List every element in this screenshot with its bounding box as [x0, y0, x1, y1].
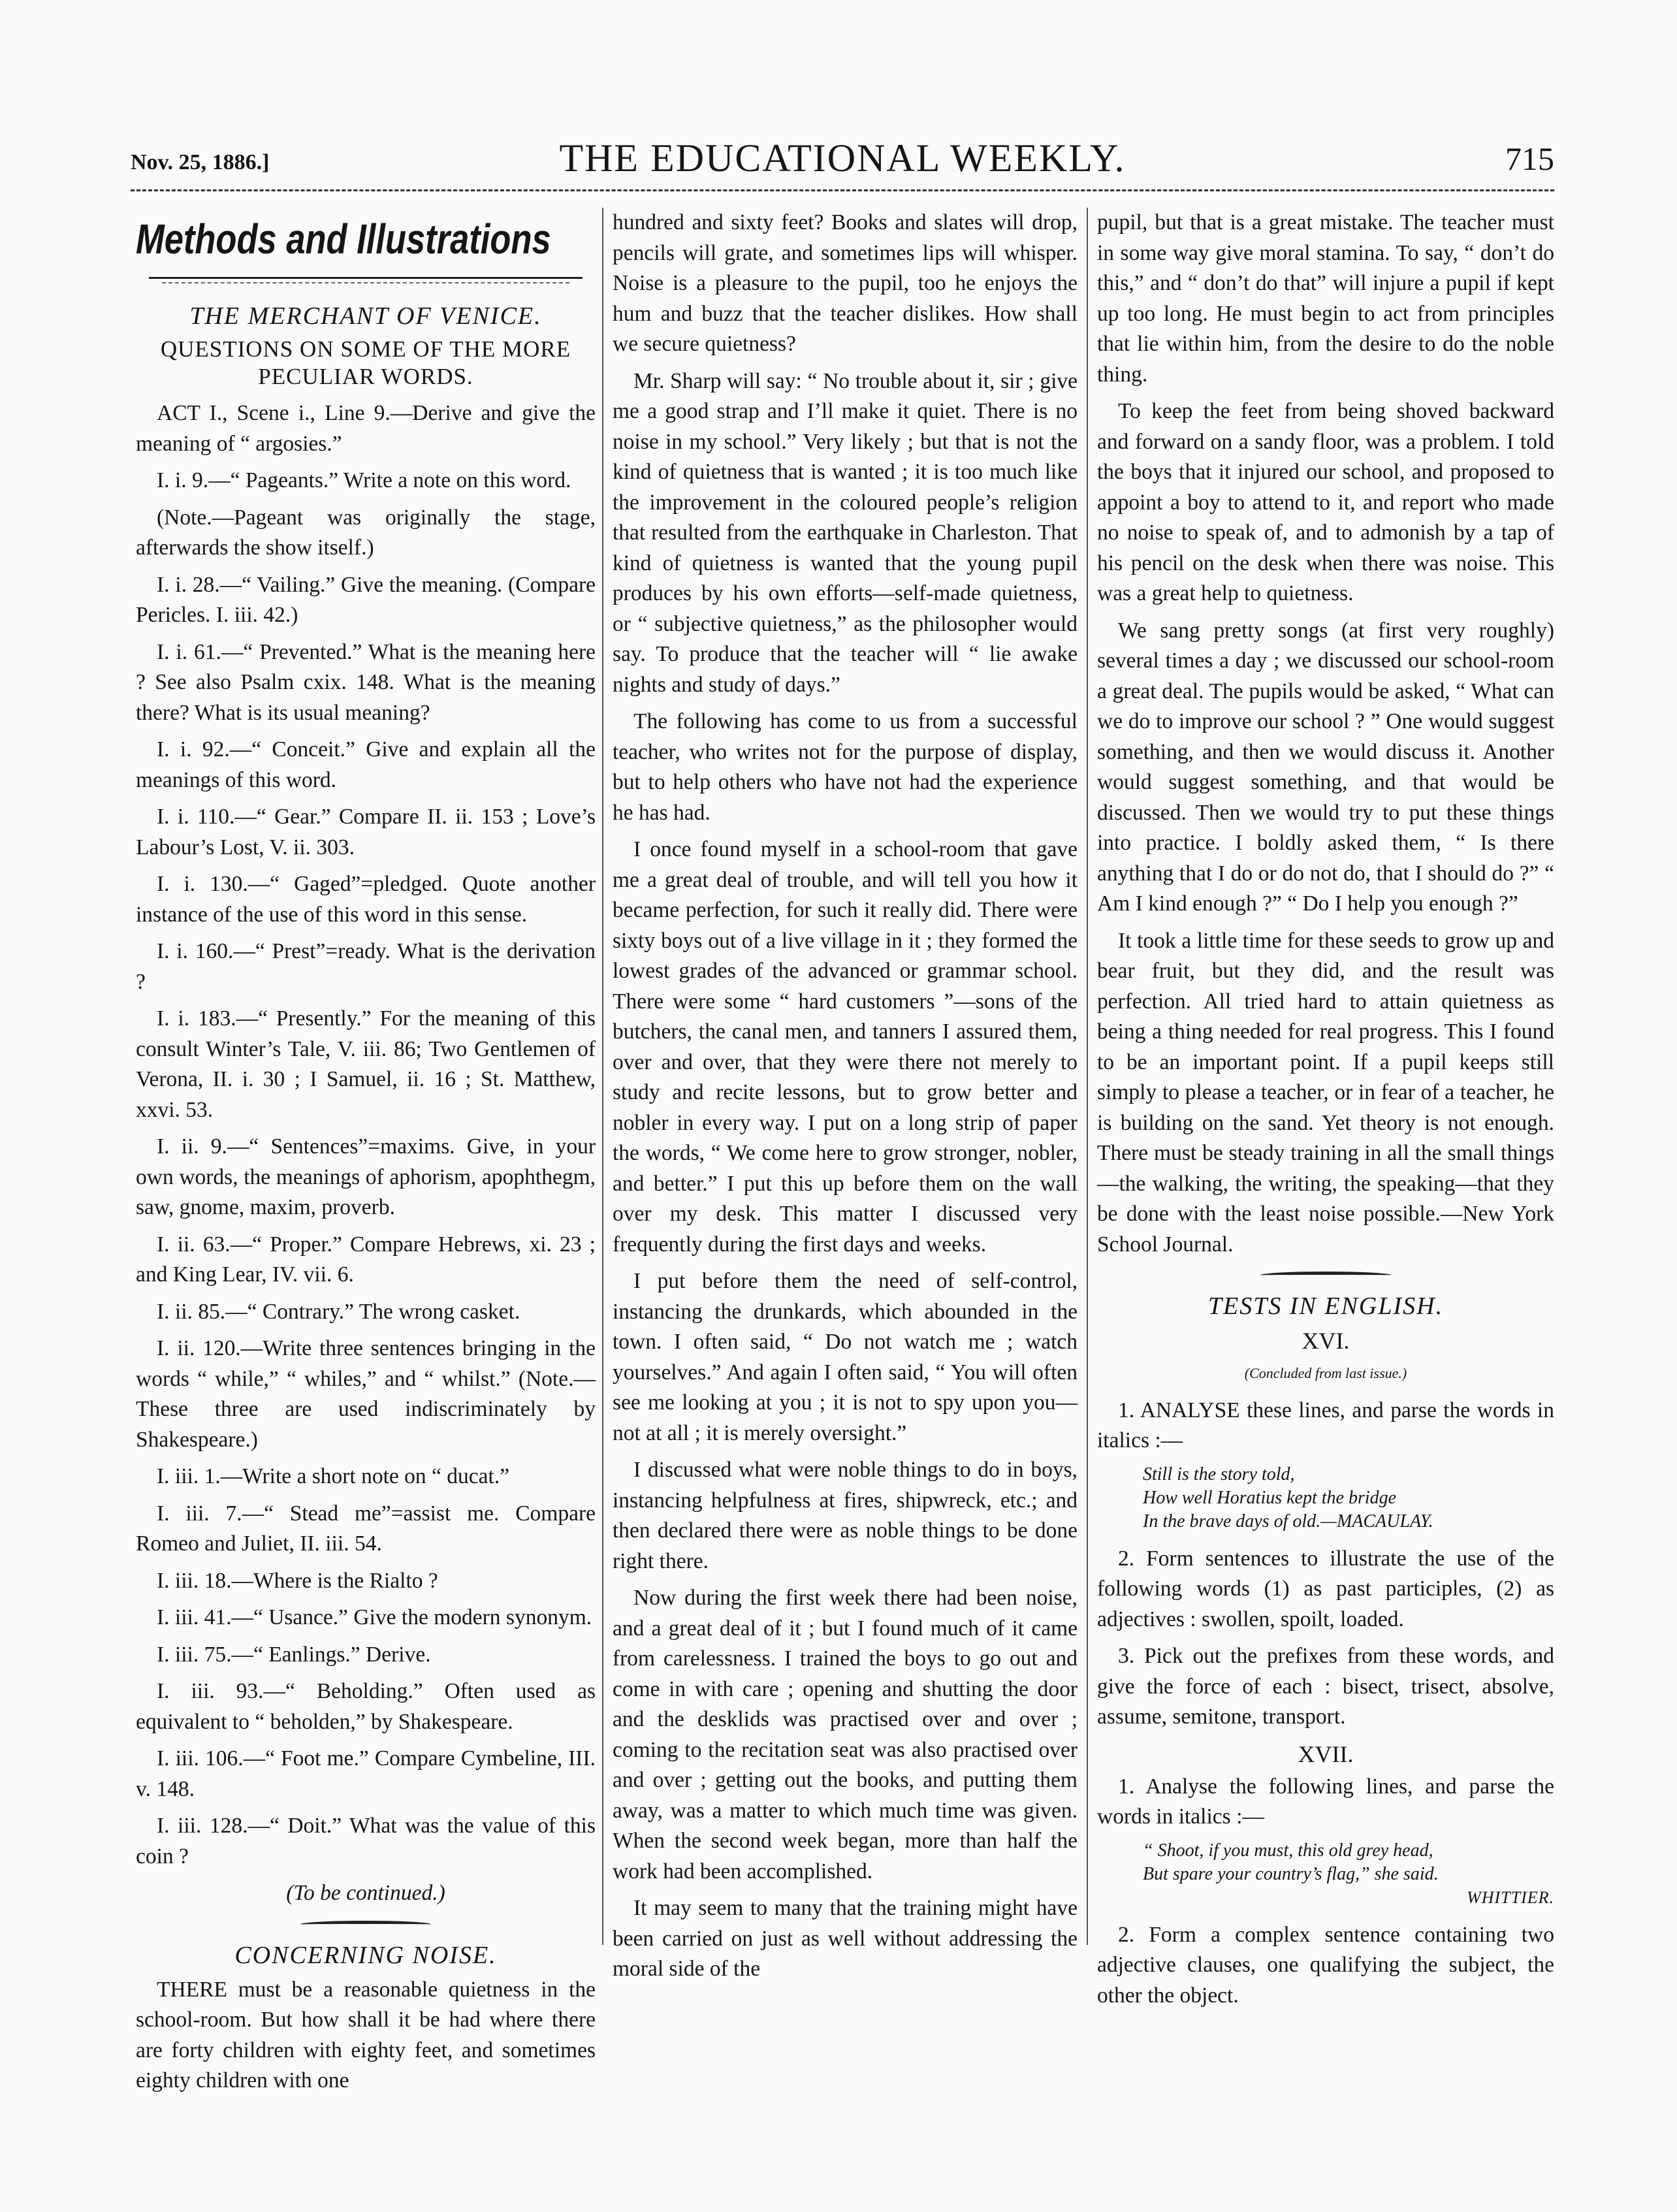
section-number: XVI. — [1302, 1328, 1350, 1354]
question-item: I. ii. 63.—“ Proper.” Compare Hebrews, xi. 23 ; and King Lear, IV. vii. 6. — [136, 1232, 596, 1287]
article-paragraph: Mr. Sharp will say: “ No trouble about it, sir ; give me a good strap and I’ll make it quiet. There is no noise in my school.” Very likely ; but that is not the kind of quietness that is wanted ; it is too much like the improvement in the coloured people’s religion that resulted from the earthquake in Charleston. That kind of quietness is wanted that the young pupil produces by his own efforts—self-made quietness, or “ subjective quietness,” as the philosopher would say. To produce that the teacher will “ lie awake nights and study of days.” — [613, 368, 1078, 697]
question-item: I. i. 183.—“ Presently.” For the meaning of this consult Winter’s Tale, V. iii. 86; Two Gentlemen of Verona, II. i. 30 ; I Samuel, ii. 16 ; St. Matthew, xxvi. 53. — [136, 1006, 596, 1122]
section-number: XVII. — [1298, 1740, 1354, 1767]
poem-line: Still is the story told, — [1143, 1464, 1295, 1484]
question-item: I. i. 110.—“ Gear.” Compare II. ii. 153 ; Love’s Labour’s Lost, V. ii. 303. — [136, 805, 596, 859]
question-item: I. ii. 85.—“ Contrary.” The wrong casket. — [157, 1299, 520, 1324]
article-paragraph: To keep the feet from being shoved backward and forward on a sandy floor, was a problem. I told the boys that it injured our school, and proposed to appoint a boy to attend to it, and report who made no noise to speak of, and to admonish by a tap of his pencil on the desk when there was noise. This was a great help to quietness. — [1097, 399, 1554, 605]
article-subtitle: QUESTIONS ON SOME OF THE MORE PECULIAR WORDS. — [160, 336, 571, 389]
question-item: I. iii. 128.—“ Doit.” What was the value of this coin ? — [136, 1814, 596, 1868]
column-2 — [613, 208, 1078, 1991]
question-item: I. iii. 41.—“ Usance.” Give the modern synonym. — [157, 1605, 592, 1629]
article-title: CONCERNING NOISE. — [234, 1941, 497, 1969]
question-item: I. iii. 7.—“ Stead me”=assist me. Compare Romeo and Juliet, II. iii. 54. — [136, 1501, 596, 1556]
exercise-item: 3. Pick out the prefixes from these words, and give the force of each : bisect, trisect, absolve, assume, semitone, transport. — [1097, 1644, 1554, 1729]
article-paragraph: hundred and sixty feet? Books and slates will drop, pencils will grate, and sometimes lips will whisper. Noise is a pleasure to the pupil, too he enjoys the hum and buzz that the teacher dislikes. How shall we secure quietness? — [613, 210, 1078, 356]
concluded-note: (Concluded from last issue.) — [1244, 1365, 1407, 1381]
article-title: THE MERCHANT OF VENICE. — [189, 302, 542, 330]
exercise-item: 2. Form sentences to illustrate the use of the following words (1) as past participles, (2) as adjectives : swollen, spoilt, loaded. — [1097, 1546, 1554, 1631]
issue-date: Nov. 25, 1886.] — [131, 150, 270, 174]
column-divider — [1087, 208, 1088, 1945]
exercise-item: 2. Form a complex sentence containing two adjective clauses, one qualifying the subject, the other the object. — [1097, 1922, 1554, 2008]
poem-quote — [1143, 1463, 1554, 1533]
poem-line: In the brave days of old.—MACAULAY. — [1143, 1511, 1433, 1531]
article-paragraph: I put before them the need of self-control, instancing the drunkards, which abounded in the town. I often said, “ Do not watch me ; watch yourselves.” And again I often said, “ You will often see me looking at you ; it is not to spy upon you—not at all ; it is merely oversight.” — [613, 1269, 1078, 1445]
article-paragraph: The following has come to us from a successful teacher, who writes not for the purpose of display, but to help others who have not had the experience he has had. — [613, 709, 1078, 825]
poem-line: But spare your country’s flag,” she said. — [1143, 1863, 1439, 1884]
column-1 — [136, 208, 596, 2103]
article-title: TESTS IN ENGLISH. — [1207, 1292, 1444, 1320]
exercise-item: 1. ANALYSE these lines, and parse the words in italics :— — [1097, 1398, 1554, 1452]
divider-ornament — [300, 1921, 431, 1928]
question-item: I. ii. 9.—“ Sentences”=maxims. Give, in your own words, the meanings of aphorism, apophthegm, saw, gnome, maxim, proverb. — [136, 1134, 596, 1219]
poem-line: “ Shoot, if you must, this old grey head, — [1143, 1840, 1433, 1861]
poem-quote — [1143, 1839, 1554, 1910]
article-paragraph: We sang pretty songs (at first very roughly) several times a day ; we discussed our school-room a great deal. The pupils would be asked, “ What can we do to improve our school ? ” One would suggest something, and then we would discuss it. Another would suggest something, and that would be discussed. Then we would try to put these things into practice. I boldly asked them, “ Is there anything that I do or do not do, that I should do ?” “ Am I kind enough ?” “ Do I help you enough ?” — [1097, 618, 1554, 916]
continued-note: (To be continued.) — [286, 1881, 445, 1905]
article-paragraph: I discussed what were noble things to do in boys, instancing helpfulness at fires, shipwreck, etc.; and then declared there were as noble things to be done right there. — [613, 1458, 1078, 1573]
article-paragraph: It may seem to many that the training might have been carried on just as well without addressing the moral side of the — [613, 1896, 1078, 1981]
question-item: I. i. 28.—“ Vailing.” Give the meaning. (Compare Pericles. I. iii. 42.) — [136, 572, 596, 627]
divider-ornament — [136, 274, 596, 289]
question-item: I. i. 9.—“ Pageants.” Write a note on this word. — [157, 468, 571, 492]
question-item: I. i. 92.—“ Conceit.” Give and explain all the meanings of this word. — [136, 737, 596, 792]
question-note: (Note.—Pageant was originally the stage, afterwards the show itself.) — [136, 505, 596, 560]
question-item: I. iii. 18.—Where is the Rialto ? — [157, 1568, 438, 1593]
page-header — [131, 136, 1554, 182]
question-item: I. i. 130.—“ Gaged”=pledged. Quote another instance of the use of this word in this sense. — [136, 872, 596, 927]
column-3 — [1097, 208, 1554, 2017]
column-divider — [602, 208, 603, 1945]
poem-author: WHITTIER. — [1467, 1887, 1554, 1907]
article-paragraph: Now during the first week there had been noise, and a great deal of it ; but I found much of it came from carelessness. I trained the boys to go out and come in with care ; opening and shutting the door and the desklids was practised over and over ; coming to the recitation seat was also practised over and over ; getting out the books, and putting them away, was a matter to which much time was given. When the second week began, more than half the work had been accomplished. — [613, 1586, 1078, 1883]
poem-line: How well Horatius kept the bridge — [1143, 1487, 1397, 1508]
article-paragraph: I once found myself in a school-room that gave me a great deal of trouble, and will tell you how it became perfection, for such it really did. There were sixty boys out of a live village in it ; they formed the lowest grades of the advanced or grammar school. There were some “ hard customers ”—sons of the butchers, the canal men, and tanners I assured them, over and over, that they were there not merely to study and recite lessons, but to grow better and nobler in every way. I put on a long strip of paper the words, “ We come here to grow stronger, nobler, and better.” I put this up before them on the wall over my desk. This matter I discussed very frequently during the first days and weeks. — [613, 837, 1078, 1257]
question-item: I. iii. 106.—“ Foot me.” Compare Cymbeline, III. v. 148. — [136, 1746, 596, 1801]
question-item: I. iii. 75.—“ Eanlings.” Derive. — [157, 1642, 431, 1667]
question-item: I. i. 160.—“ Prest”=ready. What is the derivation ? — [136, 939, 596, 994]
question-item: I. iii. 93.—“ Beholding.” Often used as equivalent to “ beholden,” by Shakespeare. — [136, 1679, 596, 1734]
article-paragraph: It took a little time for these seeds to grow up and bear fruit, but they did, and the result was perfection. All tried hard to attain quietness as being a thing needed for real progress. This I found to be an important point. If a pupil keeps still simply to please a teacher, or in fear of a teacher, he is building on the sand. Yet theory is not enough. There must be steady training in all the small things—the walking, the writing, the speaking—that they be done with the least noise possible.—New York School Journal. — [1097, 928, 1554, 1257]
question-item: I. i. 61.—“ Prevented.” What is the meaning here ? See also Psalm cxix. 148. What is the meaning there? What is its usual meaning? — [136, 639, 596, 725]
question-item: I. ii. 120.—Write three sentences bringing in the words “ while,” “ whiles,” and “ whilst.” (Note.—These three are used indiscriminately by Shakespeare.) — [136, 1336, 596, 1452]
question-item: I. iii. 1.—Write a short note on “ ducat.” — [157, 1464, 510, 1488]
article-paragraph: THERE must be a reasonable quietness in the school-room. But how shall it be had where there are forty children with eighty feet, and sometimes eighty children with one — [136, 1977, 596, 2092]
page-number: 715 — [1505, 140, 1554, 177]
question-item: ACT I., Scene i., Line 9.—Derive and give the meaning of “ argosies.” — [136, 401, 596, 456]
publication-title: THE EDUCATIONAL WEEKLY. — [559, 136, 1126, 180]
exercise-item: 1. Analyse the following lines, and parse the words in italics :— — [1097, 1774, 1554, 1829]
article-paragraph: pupil, but that is a great mistake. The teacher must in some way give moral stamina. To say, “ don’t do this,” and “ don’t do that” will injure a pupil if kept up too long. He must begin to act from principles that lie within him, from the desire to do the noble thing. — [1097, 210, 1554, 387]
divider-ornament — [1260, 1272, 1391, 1279]
header-rule — [131, 189, 1554, 191]
section-title: Methods and Illustrations — [136, 216, 551, 263]
